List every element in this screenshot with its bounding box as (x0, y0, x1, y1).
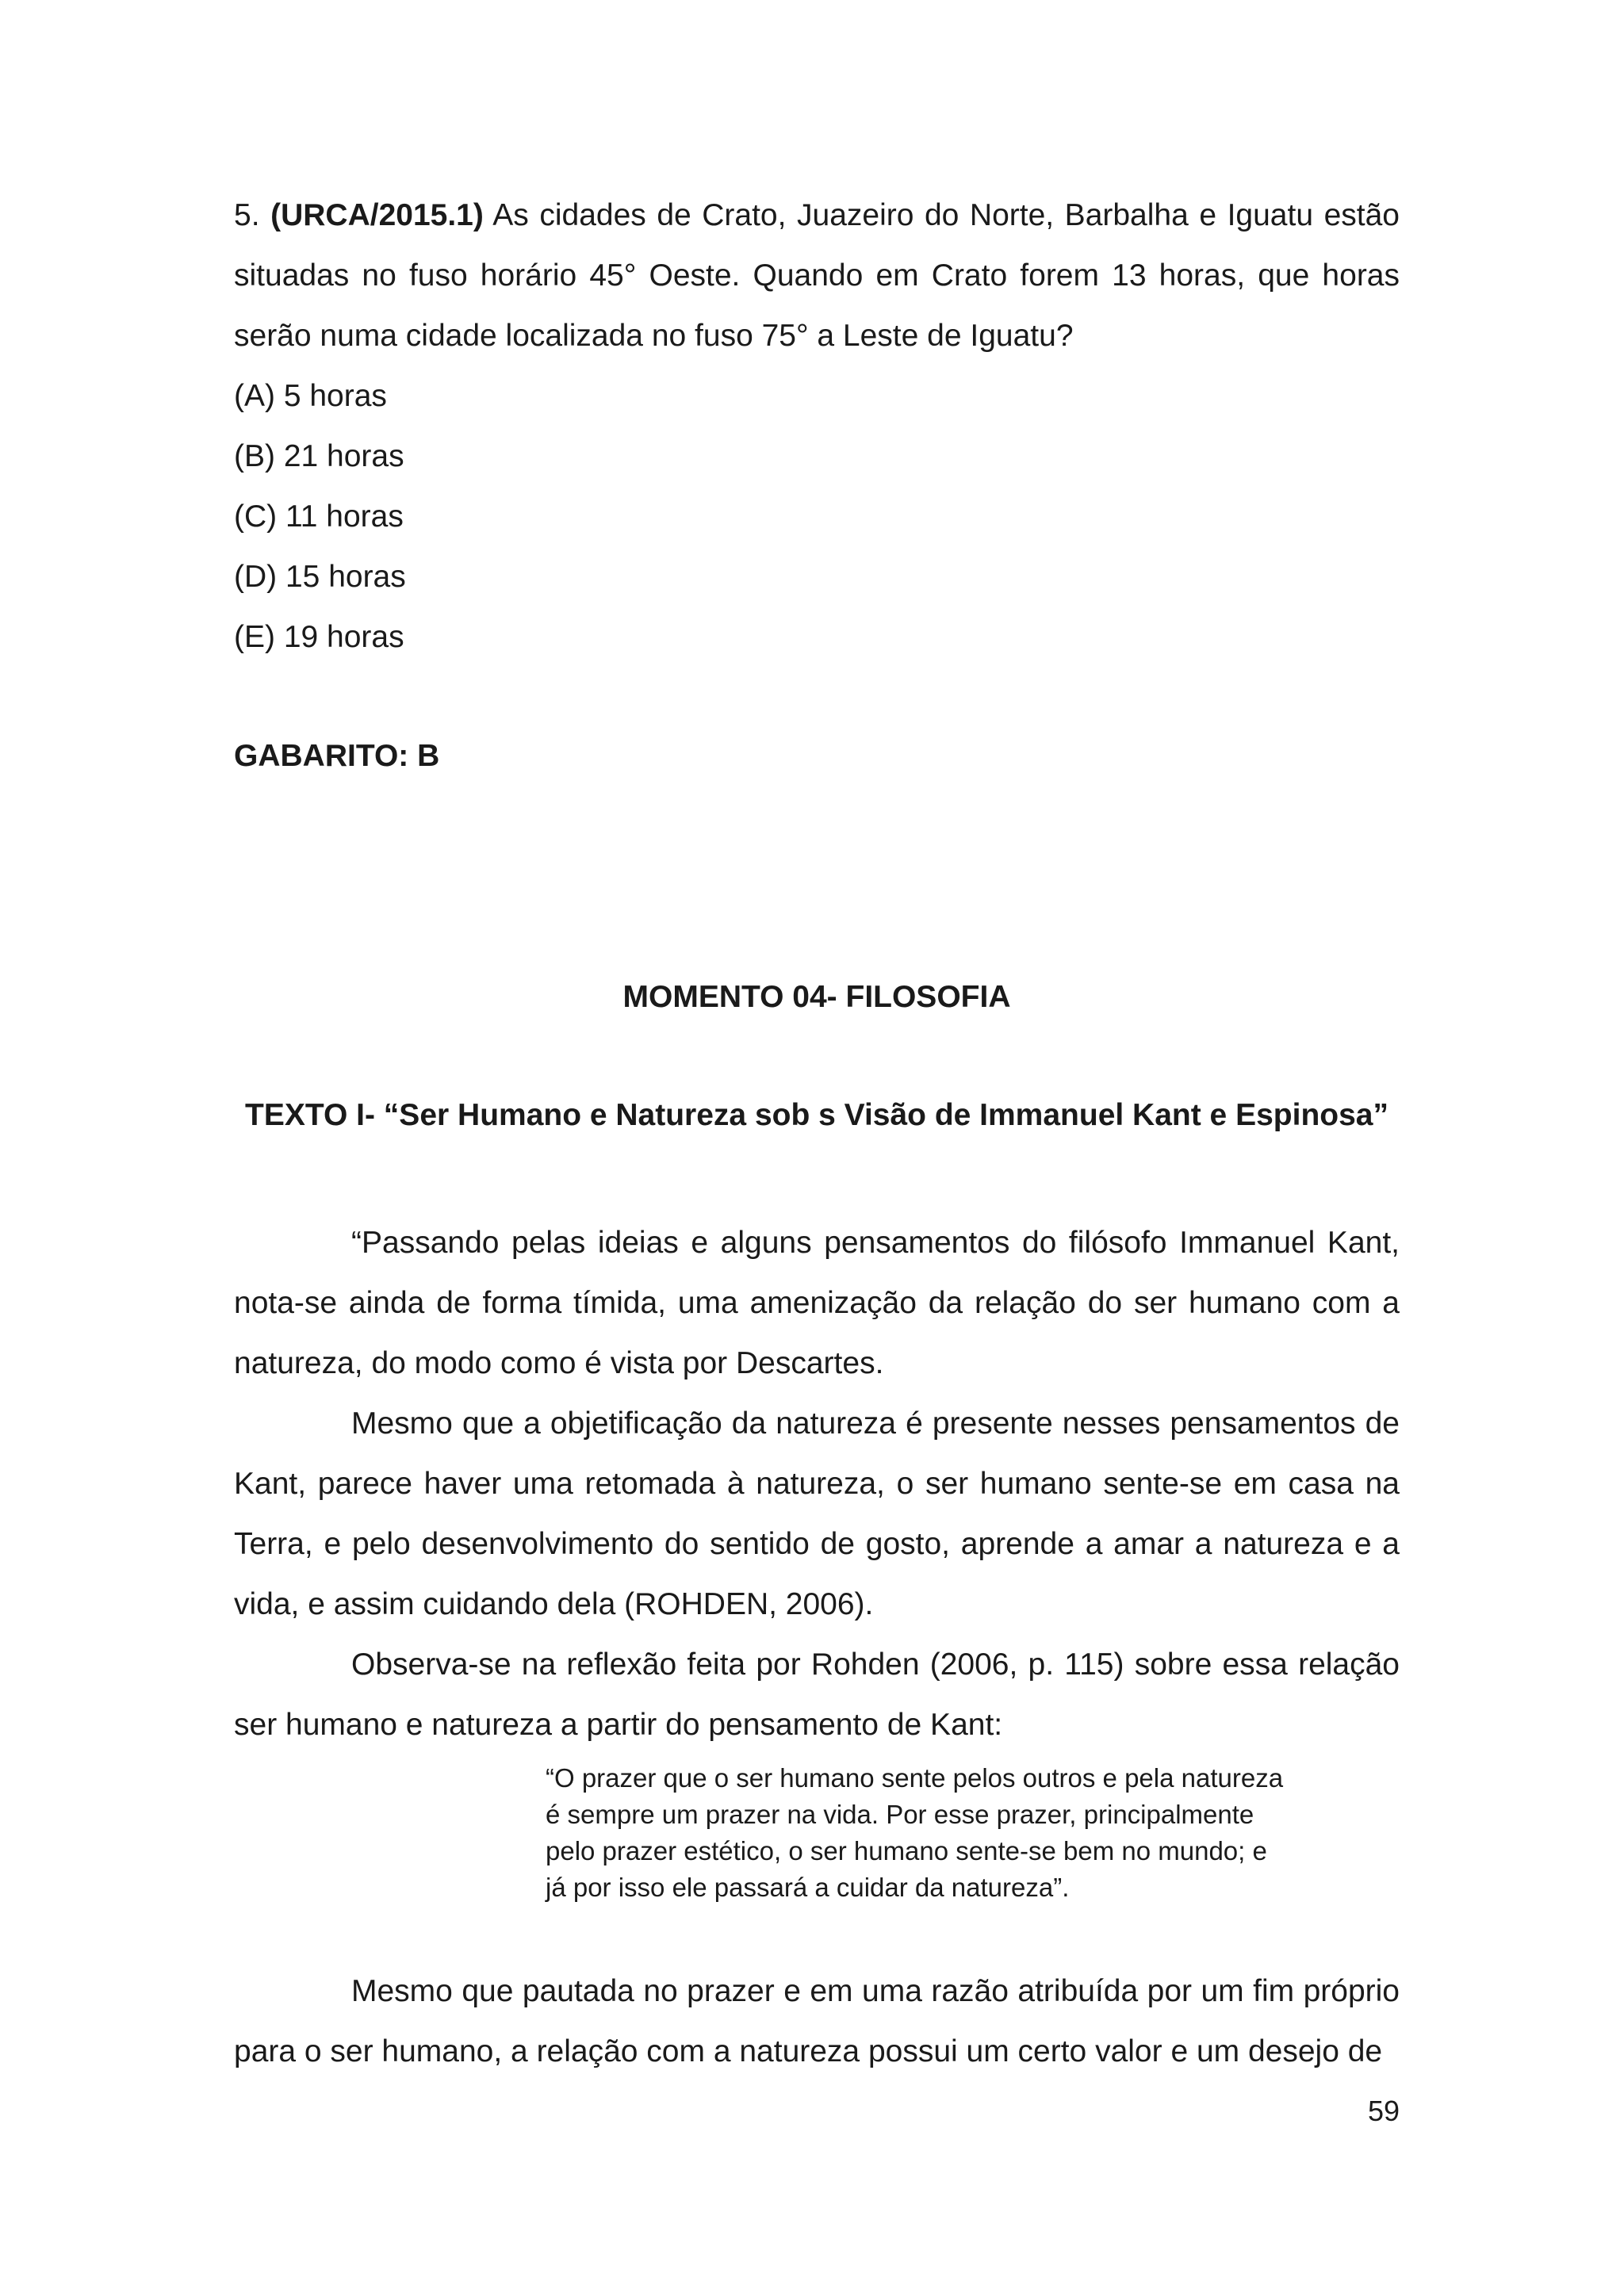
question-source: (URCA/2015.1) (270, 198, 484, 232)
answer-block (234, 739, 1400, 774)
body-paragraph-4: Mesmo que pautada no prazer e em uma razão atribuída por um fim próprio para o ser humano, a relação com a natureza possui um certo valor e um desejo de (234, 1974, 1400, 2068)
quote-line-4: já por isso ele passará a cuidar da natureza”. (546, 1873, 1070, 1902)
answer-key: GABARITO: B (234, 739, 440, 773)
body-paragraph-2: Mesmo que a objetificação da natureza é presente nesses pensamentos de Kant, parece haver uma retomada à natureza, o ser humano sente-se em casa na Terra, e pelo desenvolvimento do sentido de gosto, aprende a amar a natureza e a vida, e assim cuidando dela (ROHDEN, 2006). (234, 1406, 1400, 1621)
quote-line-1: “O prazer que o ser humano sente pelos outros e pela natureza (546, 1763, 1284, 1793)
option-b: (B) 21 horas (234, 439, 404, 473)
body-paragraph-3: Observa-se na reflexão feita por Rohden (2006, p. 115) sobre essa relação ser humano e natureza a partir do pensamento de Kant: (234, 1647, 1400, 1742)
option-e: (E) 19 horas (234, 620, 404, 654)
option-c: (C) 11 horas (234, 499, 404, 534)
question-text: As cidades de Crato, Juazeiro do Norte, Barbalha e Iguatu estão situadas no fuso horário 45° Oeste. Quando em Crato forem 13 horas, que horas serão numa cidade localizada no fuso 75° a Leste de Iguatu? (234, 198, 1400, 353)
question-number: 5. (234, 198, 260, 232)
question-stem (234, 186, 1400, 366)
body-text (234, 1213, 1400, 1755)
body-text-continued (234, 1961, 1400, 2082)
question-5 (234, 186, 1400, 668)
body-paragraph-1: “Passando pelas ideias e alguns pensamentos do filósofo Immanuel Kant, nota-se ainda de forma tímida, uma amenização da relação do ser humano com a natureza, do modo como é vista por Descartes. (234, 1226, 1400, 1380)
moment-title: MOMENTO 04- FILOSOFIA (622, 980, 1011, 1014)
block-quote (546, 1760, 1331, 1906)
option-a: (A) 5 horas (234, 379, 387, 413)
page-number: 59 (1367, 2095, 1400, 2127)
option-d: (D) 15 horas (234, 560, 406, 594)
quote-line-2: é sempre um prazer na vida. Por esse prazer, principalmente (546, 1800, 1254, 1829)
text-title: TEXTO I- “Ser Humano e Natureza sob s Visão de Immanuel Kant e Espinosa” (245, 1098, 1388, 1132)
quote-line-3: pelo prazer estético, o ser humano sente-se bem no mundo; e (546, 1836, 1267, 1866)
